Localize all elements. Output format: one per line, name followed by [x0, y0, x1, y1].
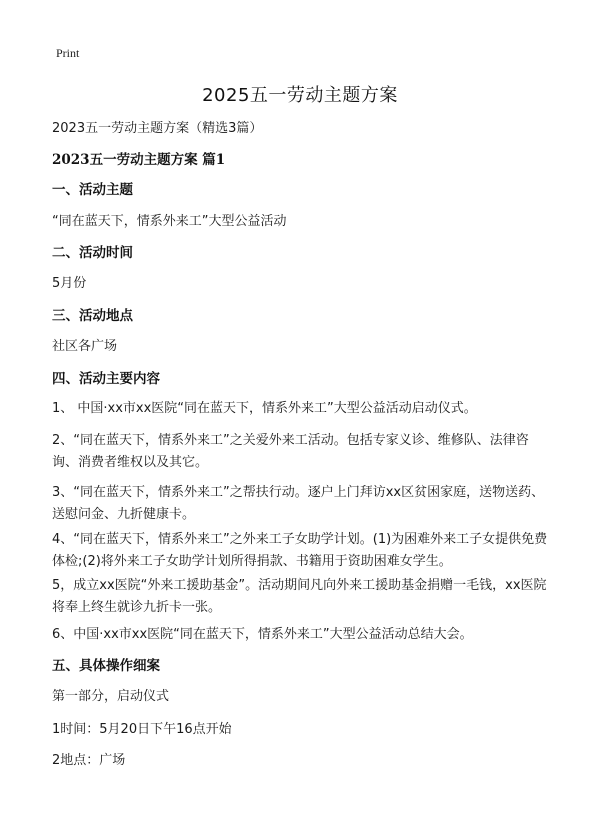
- section-heading-theme: 一、活动主题: [52, 182, 133, 198]
- ops-time: 1时间：5月20日下午16点开始: [52, 722, 232, 737]
- print-label: Print: [56, 46, 80, 60]
- document-title: 2025五一劳动主题方案: [202, 85, 398, 106]
- section-heading-content: 四、活动主要内容: [52, 371, 160, 387]
- content-item-3: 3、“同在蓝天下，情系外来工”之帮扶行动。逐户上门拜访xx区贫困家庭，送物送药、送慰问金、九折健康卡。: [52, 485, 545, 522]
- document-subtitle: 2023五一劳动主题方案（精选3篇）: [52, 121, 263, 136]
- section-text-place: 社区各广场: [52, 339, 118, 354]
- ops-part-one: 第一部分，启动仪式: [52, 689, 170, 704]
- section-text-time: 5月份: [52, 276, 87, 291]
- content-item-6: 6、中国·xx市xx医院“同在蓝天下，情系外来工”大型公益活动总结大会。: [52, 627, 473, 642]
- content-item-5: 5，成立xx医院“外来工援助基金”。活动期间凡向外来工援助基金捐赠一毛钱，xx医院将奉上终生就诊九折卡一张。: [52, 578, 547, 615]
- section-heading-place: 三、活动地点: [52, 308, 133, 324]
- content-item-1: 1、 中国·xx市xx医院“同在蓝天下，情系外来工”大型公益活动启动仪式。: [52, 401, 477, 416]
- section-heading-ops: 五、具体操作细案: [52, 658, 160, 674]
- content-item-4: 4、“同在蓝天下，情系外来工”之外来工子女助学计划。(1)为困难外来工子女提供免费体检;(2)将外来工子女助学计划所得捐款、书籍用于资助困难女学生。: [52, 532, 548, 569]
- section-text-theme: “同在蓝天下，情系外来工”大型公益活动: [52, 214, 287, 229]
- section-heading-time: 二、活动时间: [52, 245, 133, 261]
- article-heading: 2023五一劳动主题方案 篇1: [52, 152, 226, 168]
- content-item-2: 2、“同在蓝天下，情系外来工”之关爱外来工活动。包括专家义诊、维修队、法律咨询、消费者维权以及其它。: [52, 433, 529, 470]
- ops-place: 2地点：广场: [52, 753, 126, 768]
